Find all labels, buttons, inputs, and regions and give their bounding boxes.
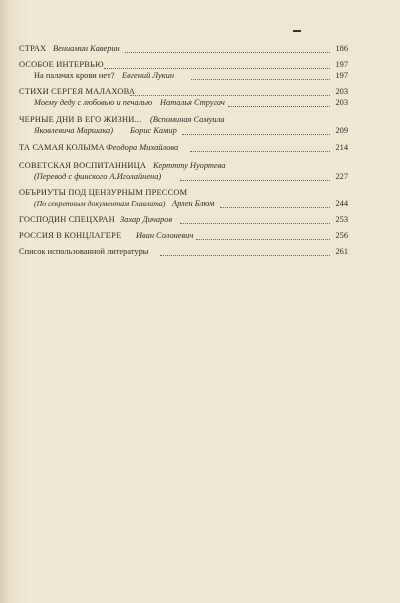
entry-page: 253 bbox=[335, 215, 348, 224]
toc-entry bbox=[0, 43, 400, 55]
entry-page: 256 bbox=[335, 231, 348, 240]
dot-leader bbox=[182, 134, 330, 135]
dot-leader bbox=[180, 223, 330, 224]
entry-author: Феодора Михайлова bbox=[106, 143, 179, 152]
dot-leader bbox=[190, 151, 330, 152]
entry-page: 203 bbox=[335, 87, 348, 96]
entry-page: 203 bbox=[335, 98, 348, 107]
entry-subtitle: Моему деду с любовью и печалью bbox=[34, 98, 153, 107]
dot-leader bbox=[196, 239, 330, 240]
entry-title: Список использованной литературы bbox=[19, 247, 149, 256]
dot-leader bbox=[180, 180, 330, 181]
entry-subtitle: (Перевод с финского А.Иголайнена) bbox=[34, 172, 162, 181]
entry-title: СОВЕТСКАЯ ВОСПИТАННИЦА bbox=[19, 161, 147, 170]
entry-title: РОССИЯ В КОНЦЛАГЕРЕ bbox=[19, 231, 122, 240]
dot-leader bbox=[220, 207, 330, 208]
entry-subtitle: На палачах крови нет? bbox=[34, 71, 115, 80]
entry-title: ЧЕРНЫЕ ДНИ В ЕГО ЖИЗНИ... bbox=[19, 115, 142, 124]
entry-subtitle: (По секретным документам Главлита) bbox=[34, 199, 166, 208]
entry-title: ОСОБОЕ ИНТЕРВЬЮ bbox=[19, 60, 104, 69]
toc-entry-sub bbox=[0, 70, 400, 82]
entry-page: 227 bbox=[335, 172, 348, 181]
entry-author: Иван Солоневич bbox=[136, 231, 194, 240]
toc-entry bbox=[0, 214, 400, 226]
entry-title: ОБЪРИУТЫ ПОД ЦЕНЗУРНЫМ ПРЕССОМ bbox=[19, 188, 188, 197]
entry-page: 197 bbox=[335, 71, 348, 80]
entry-title: ГОСПОДИН СПЕЦХРАН bbox=[19, 215, 115, 224]
entry-page: 244 bbox=[335, 199, 348, 208]
entry-title: СТРАХ bbox=[19, 44, 47, 53]
dot-leader bbox=[130, 95, 330, 96]
entry-page: 186 bbox=[335, 44, 348, 53]
entry-author: Евгений Лукин bbox=[122, 71, 175, 80]
toc-entry-sub bbox=[0, 125, 400, 137]
entry-author: Борис Камир bbox=[130, 126, 177, 135]
entry-title: ТА САМАЯ КОЛЫМА bbox=[19, 143, 105, 152]
toc-entry bbox=[0, 230, 400, 242]
entry-author: Керттту Нуортева bbox=[153, 161, 226, 170]
dot-leader bbox=[104, 68, 330, 69]
entry-page: 214 bbox=[335, 143, 348, 152]
entry-author: Наталья Стругач bbox=[160, 98, 225, 107]
toc-entry-sub bbox=[0, 198, 400, 210]
entry-subtitle: (Вспоминая Самуила bbox=[150, 115, 225, 124]
toc-entry bbox=[0, 142, 400, 154]
entry-page: 197 bbox=[335, 60, 348, 69]
entry-author: Арлен Блюм bbox=[172, 199, 215, 208]
entry-title: СТИХИ СЕРГЕЯ МАЛАХОВА bbox=[19, 87, 136, 96]
dot-leader bbox=[160, 255, 330, 256]
entry-subtitle: Яковлевича Маршака) bbox=[34, 126, 114, 135]
entry-page: 209 bbox=[335, 126, 348, 135]
dot-leader bbox=[228, 106, 330, 107]
entry-page: 261 bbox=[335, 247, 348, 256]
entry-author: Вениамин Каверин bbox=[53, 44, 120, 53]
dot-leader bbox=[191, 79, 330, 80]
toc-entry-sub bbox=[0, 171, 400, 183]
toc-entry-sub bbox=[0, 97, 400, 109]
entry-author: Захар Дичаров bbox=[120, 215, 173, 224]
toc-entry bbox=[0, 246, 400, 258]
dot-leader bbox=[125, 52, 330, 53]
